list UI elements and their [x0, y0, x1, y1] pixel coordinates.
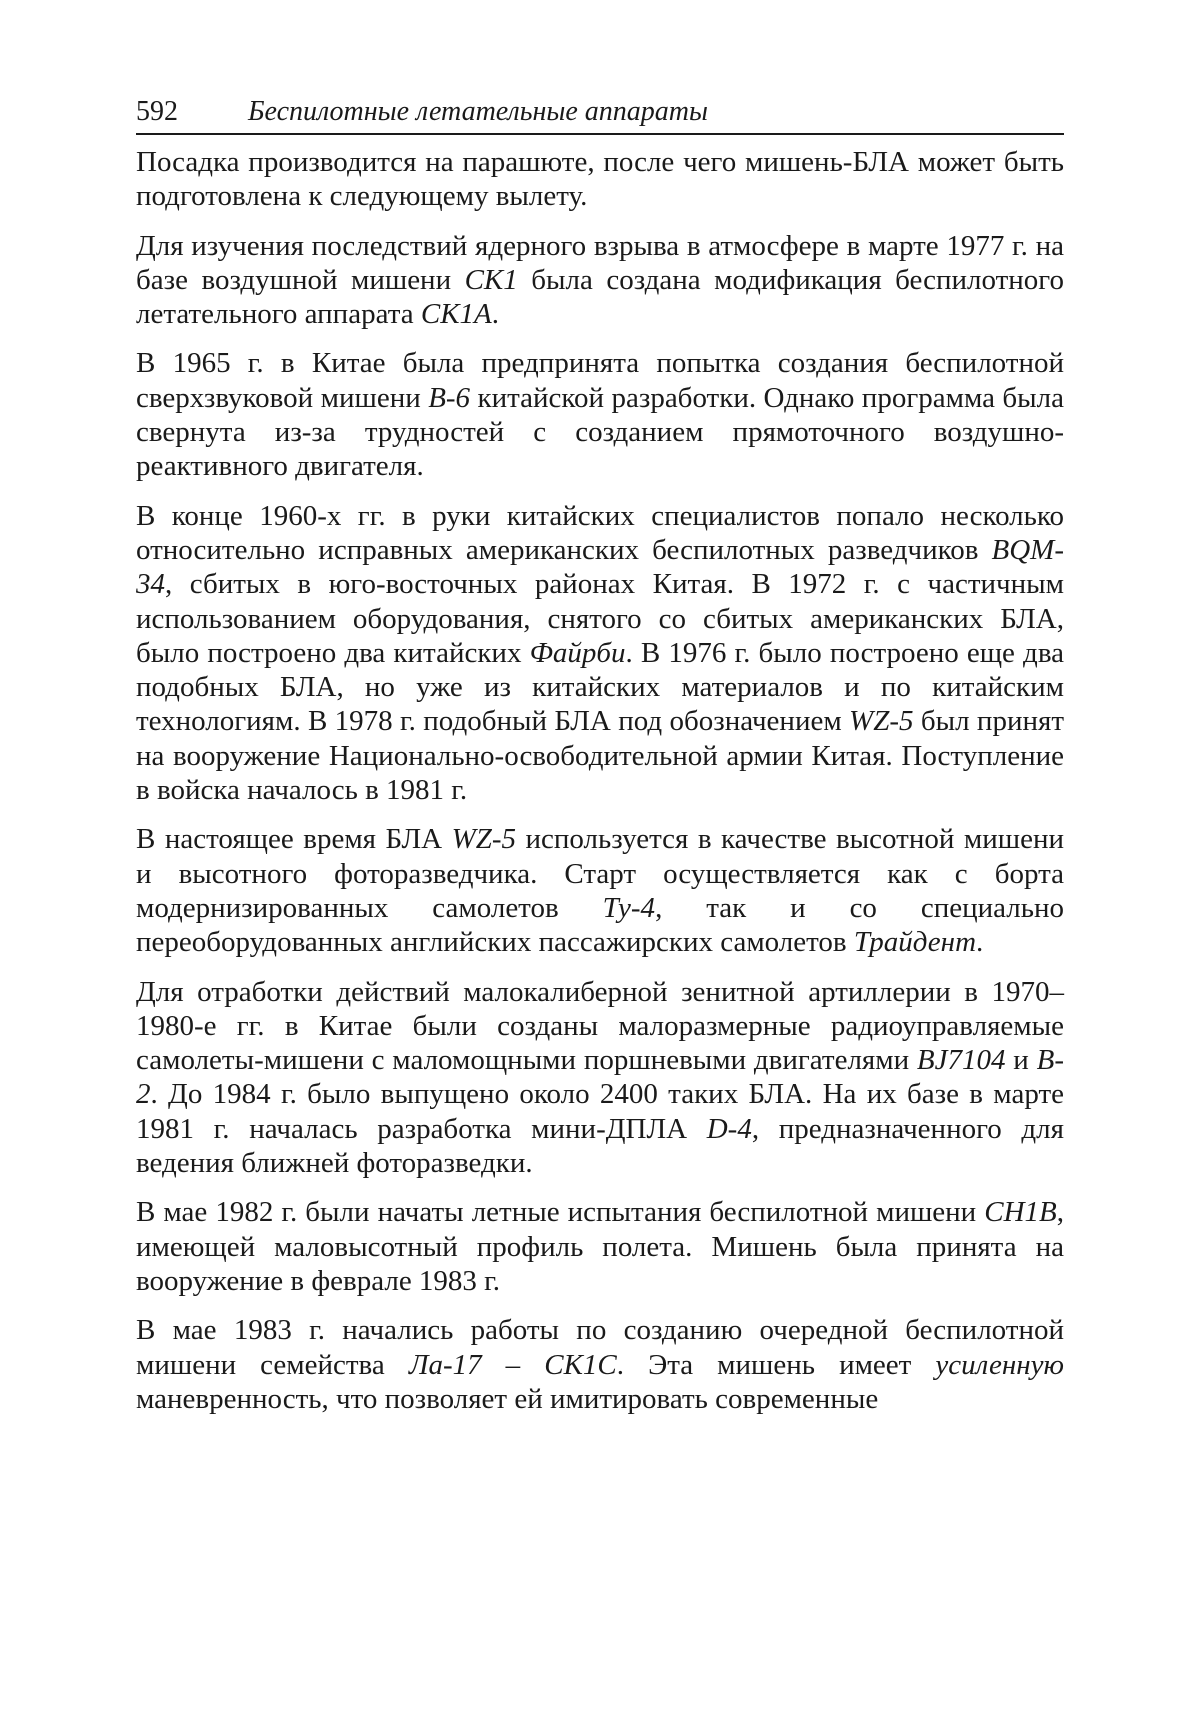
text-run: . В 1976 г. было построено еще два подобных БЛА, но уже из китайских материалов и по китайским технологиям. В 1978 г. подобный БЛА под обозначением [136, 636, 1064, 738]
text-run: В конце 1960-х гг. в руки китайских специалистов попало несколько относительно исправных американских беспилотных разведчиков [136, 499, 1064, 566]
running-head [136, 94, 1064, 135]
italic-term: BJ7104 [916, 1044, 1006, 1077]
italic-term: CK1A [420, 298, 492, 331]
italic-term: усиленную [935, 1348, 1064, 1381]
text-run: Для изучения последствий ядерного взрыва в атмосфере в марте 1977 г. на базе воздушной мишени [136, 229, 1064, 296]
text-run: . До 1984 г. было выпущено около 2400 таких БЛА. На их базе в марте 1981 г. началась разработка мини-ДПЛА [136, 1078, 1064, 1145]
text-run: , так и со специально переоборудованных английских пассажирских самолетов [136, 891, 1064, 959]
text-run: В мае 1983 г. начались работы по созданию очередной беспилотной мишени семейства [136, 1314, 1064, 1381]
text-run: используется в качестве высотной мишени и высотного фоторазведчика. Старт осуществляется как с борта модернизированных самолетов [136, 823, 1064, 924]
italic-term: Трайдент [853, 926, 977, 959]
italic-term: CK1 [464, 263, 518, 296]
text-run: и [1005, 1044, 1037, 1077]
running-title: Беспилотные летательные аппараты [248, 96, 708, 127]
italic-term: Файрби [529, 636, 626, 669]
text-run: В мае 1982 г. были начаты летные испытания беспилотной мишени [136, 1196, 985, 1229]
text-run: , сбитых в юго-восточных районах Китая. В 1972 г. с частичным использованием оборудования, снятого со сбитых американских БЛА, было построено два китайских [136, 568, 1064, 669]
italic-term: WZ-5 [849, 705, 914, 738]
italic-term: B-6 [428, 381, 471, 414]
paragraph [136, 975, 1064, 1181]
text-run: В настоящее время БЛА [136, 823, 452, 856]
text-run: . [491, 298, 500, 331]
paragraph [136, 346, 1064, 483]
italic-term: BQM-34 [136, 533, 1064, 601]
page-number: 592 [136, 96, 178, 127]
paragraph [136, 145, 1064, 214]
text-run: . [976, 926, 984, 959]
italic-term: D-4 [706, 1112, 752, 1145]
text-run: маневренность, что позволяет ей имитировать современные [136, 1382, 879, 1415]
text-run: , предназначенного для ведения ближней фоторазведки. [136, 1112, 1064, 1180]
text-run: . Эта мишень имеет [616, 1348, 936, 1381]
italic-term: WZ-5 [451, 823, 517, 856]
text-run: была создана модификация беспилотного летательного аппарата [136, 263, 1064, 331]
body-text [136, 145, 1064, 1416]
text-run: был принят на вооружение Национально-освободительной армии Китая. Поступление в войска началось в 1981 г. [136, 705, 1064, 807]
text-run: В 1965 г. в Китае была предпринята попытка создания беспилотной сверхзвуковой мишени [136, 347, 1064, 414]
text-run: , имеющей маловысотный профиль полета. Мишень была принята на вооружение в феврале 1983 г. [136, 1196, 1064, 1297]
italic-term: CH1B [984, 1196, 1057, 1229]
text-run: Посадка производится на парашюте, после чего мишень-БЛА может быть подготовлена к следующему вылету. [136, 146, 1064, 213]
book-page [136, 94, 1064, 1416]
italic-term: Ла-17 – CK1C [408, 1348, 617, 1381]
italic-term: Ту-4 [602, 891, 656, 924]
text-run: китайской разработки. Однако программа была свернута из-за трудностей с созданием прямоточного воздушно-реактивного двигателя. [136, 381, 1064, 483]
paragraph [136, 499, 1064, 808]
paragraph [136, 229, 1064, 332]
paragraph [136, 822, 1064, 959]
paragraph [136, 1195, 1064, 1298]
italic-term: B-2 [136, 1044, 1064, 1111]
text-run: Для отработки действий малокалиберной зенитной артиллерии в 1970–1980-е гг. в Китае были созданы малоразмерные радиоуправляемые самолеты-мишени с маломощными поршневыми двигателями [136, 975, 1064, 1077]
paragraph [136, 1313, 1064, 1416]
